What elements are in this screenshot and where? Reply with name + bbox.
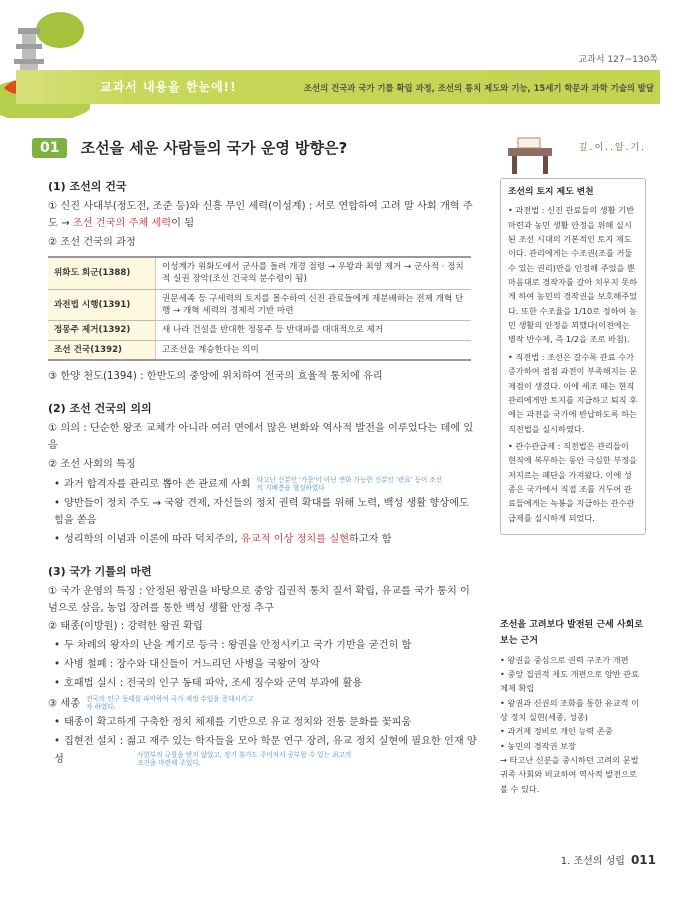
sidebar-title: 깊.이..알.기. xyxy=(578,143,646,153)
sidebar-top xyxy=(500,130,646,178)
table-value: 새 나라 건설을 반대한 정몽주 등 반대파를 대대적으로 제거 xyxy=(156,321,472,340)
part2-bullet1 xyxy=(48,476,478,494)
part2-bullet3-tail: 하고자 함 xyxy=(349,533,392,545)
part2-bullet1-text: • 과거 합격자를 관리로 뽑아 쓴 관료제 사회 xyxy=(54,479,251,490)
list-item: • 왕권을 중심으로 권력 구조가 개편 xyxy=(500,654,629,665)
section-heading: 조선을 세운 사람들의 국가 운영 방향은? xyxy=(80,139,348,157)
sidebar xyxy=(500,130,646,535)
sidebar-box xyxy=(500,178,646,535)
part2-bullet3-highlight: 유교적 이상 정치를 실현 xyxy=(240,533,350,545)
part1-item1-tail: 이 됨 xyxy=(171,217,195,229)
table-key: 위화도 회군(1388) xyxy=(48,257,156,289)
part3-bullet5 xyxy=(48,734,478,769)
table-value: 고조선을 계승한다는 의미 xyxy=(156,340,472,360)
sidebar-box-heading: 조선의 토지 제도 변천 xyxy=(508,187,594,197)
table-value: 권문세족 등 구세력의 토지를 몰수하여 신진 관료들에게 재분배하는 전제 개혁 단행 → 개혁 세력의 경제적 기반 마련 xyxy=(156,289,472,321)
part2-item1: ① 의의 : 단순한 왕조 교체가 아니라 여러 면에서 많은 변화와 역사적 발전을 이루었다는 데에 있음 xyxy=(48,423,474,452)
list-item: • 농민의 경작권 보장 xyxy=(500,740,576,751)
part1-item1 xyxy=(48,199,478,233)
chapter-label: 1. 조선의 성립 xyxy=(560,856,625,867)
page-number: 011 xyxy=(630,853,656,867)
part3-bullet3: • 호패법 실시 : 전국의 인구 동태 파악, 조세 징수와 군역 부과에 활용 xyxy=(48,676,478,693)
sidebar-paragraph: • 관수관급제 : 직전법은 관리들이 현직에 복무하는 동안 극심한 부정을 저지르는 폐단을 가져왔다. 이에 성종은 국가에서 직접 조를 거두어 관료들에게는 녹봉을 지급하는 관수관급제를 실시하게 되었다. xyxy=(508,440,638,523)
table-key: 정몽주 제거(1392) xyxy=(48,321,156,340)
main-content xyxy=(48,172,478,771)
sidebar-second-box xyxy=(500,618,646,796)
part3-item2: ② 태종(이방원) : 강력한 왕권 확립 xyxy=(48,621,203,633)
header-band-description: 조선의 건국과 국가 기틀 확립 과정, 조선의 통치 제도와 기능, 15세기 학문과 과학 기술의 발달 xyxy=(303,83,654,93)
part1-item1-highlight: 조선 건국의 주체 세력 xyxy=(72,217,172,229)
part3-heading: (3) 국가 기틀의 마련 xyxy=(48,564,152,578)
part3-item3-text: ③ 세종 xyxy=(48,698,81,710)
part1-item2: ② 조선 건국의 과정 xyxy=(48,236,136,248)
sidebar-second-heading: 조선을 고려보다 발전된 근세 사회로 보는 근거 xyxy=(500,620,643,646)
part3-bullet2: • 사병 철폐 : 장수와 대신들이 거느리던 사병을 국왕이 장악 xyxy=(48,657,478,674)
sidebar-paragraph: • 과전법 : 신진 관료들의 생활 기반 마련과 농민 생활 안정을 위해 실시된 조선 시대의 기본적인 토지 제도이다. 관리에게는 수조권(조를 거둘 수 있는 권리)만을 인정해 주었을 뿐 마음대로 경작자를 갈아 치우지 못하게 하여 농민의 경작권을 보호해주었다. 또한 수조율을 1/10로 정하여 농민 생활의 안정을 꾀했다(이전에는 병작 반수제, 즉 1/2을 조로 바침). xyxy=(508,205,638,345)
list-item: • 과거제 정비로 개인 능력 존중 xyxy=(500,726,613,737)
part3-bullet4: • 태종이 확고하게 구축한 정치 체제를 기반으로 유교 정치와 전통 문화를 꽃피움 xyxy=(48,715,478,732)
founding-process-table xyxy=(48,256,471,362)
page-footer xyxy=(561,852,656,867)
part2-item2: ② 조선 사회의 특징 xyxy=(48,458,136,470)
part3-bullet1: • 두 차례의 왕자의 난을 계기로 등극 : 왕권을 안정시키고 국가 기반을 굳건히 함 xyxy=(48,638,478,655)
sidebar-conclusion: → 타고난 신분을 중시하던 고려의 문벌 귀족 사회와 비교하여 역사적 발전으로 볼 수 있다. xyxy=(500,754,639,794)
list-item: • 왕권과 신권의 조화를 통한 유교적 이상 정치 실현(세종, 성종) xyxy=(500,697,640,722)
table-row xyxy=(48,257,471,289)
part3-item1: ① 국가 운영의 특징 : 안정된 왕권을 바탕으로 중앙 집권적 통치 질서 확립, 유교를 국가 통치 이념으로 삼음, 농업 장려를 통한 백성 생활 안정 추구 xyxy=(48,585,470,614)
section-title xyxy=(32,137,347,158)
header-band-title: 교과서 내용을 한눈에!! xyxy=(100,80,237,94)
part3-bullet3-note: 전국의 인구 동태를 파악하여 국가 재정 수입을 증대시키고자 하였다. xyxy=(86,694,254,712)
part2-bullet3-text: • 성리학의 이념과 이론에 따라 덕치주의, xyxy=(54,534,241,545)
table-row xyxy=(48,340,471,360)
part1-item1-text: ① 신진 사대부(정도전, 조준 등)와 신흥 무인 세력(이성계) : 서로 연합하여 고려 말 사회 개혁 주도 → xyxy=(48,201,473,229)
table-key: 과전법 시행(1391) xyxy=(48,289,156,321)
sidebar-paragraph: • 직전법 : 조선은 갈수록 관료 수가 증가하여 점점 과전이 부족해지는 문제점이 생겼다. 이에 세조 때는 현직 관리에게만 토지를 지급하고 퇴직 후에는 과전을 국가에 반납하도록 하는 직전법을 실시하였다. xyxy=(508,351,638,434)
part2-bullet1-note: 타고난 신분인 '가문'이 아닌 변화 가능한 신분인 '관료' 등이 조선의 지배층을 형성하였다 xyxy=(256,475,443,493)
table-value: 이성계가 위화도에서 군사를 돌려 개경 점령 → 우왕과 최영 제거 → 군사적 · 정치적 실권 장악(조선 건국의 분수령이 됨) xyxy=(156,257,472,289)
part2-heading: (2) 조선 건국의 의의 xyxy=(48,402,152,416)
section-number-badge: 01 xyxy=(32,138,67,158)
part3-bullet5-text: • 집현전 설치 : 젊고 재주 있는 학자들을 모아 학문 연구 장려, 유교 정치 실현에 필요한 인재 양성 xyxy=(54,736,477,765)
part2-bullet3 xyxy=(48,532,478,549)
part3-item3 xyxy=(48,695,478,713)
list-item: • 중앙 집권적 제도 개편으로 양반 관료 체제 확립 xyxy=(500,668,640,694)
desk-book-icon xyxy=(500,130,560,176)
table-row xyxy=(48,321,471,340)
part3-bullet5-note: 사헌부의 규찰을 받지 않았고, 정기 휴가도 주어져서 공부할 수 있는 최고의 조건을 마련해 주었다. xyxy=(137,750,352,768)
part1-item3: ③ 한양 천도(1394) : 한반도의 중앙에 위치하여 전국의 효율적 통치에 유리 xyxy=(48,371,383,383)
page-header xyxy=(0,0,700,118)
table-key: 조선 건국(1392) xyxy=(48,340,156,360)
textbook-page-reference: 교과서 127~130쪽 xyxy=(578,55,658,65)
part1-heading: (1) 조선의 건국 xyxy=(48,180,127,193)
table-row xyxy=(48,289,471,321)
part2-bullet2: • 양반들이 정치 주도 → 국왕 견제, 자신들의 정치 권력 확대를 위해 노력, 백성 생활 향상에도 힘을 쏟음 xyxy=(48,496,478,530)
